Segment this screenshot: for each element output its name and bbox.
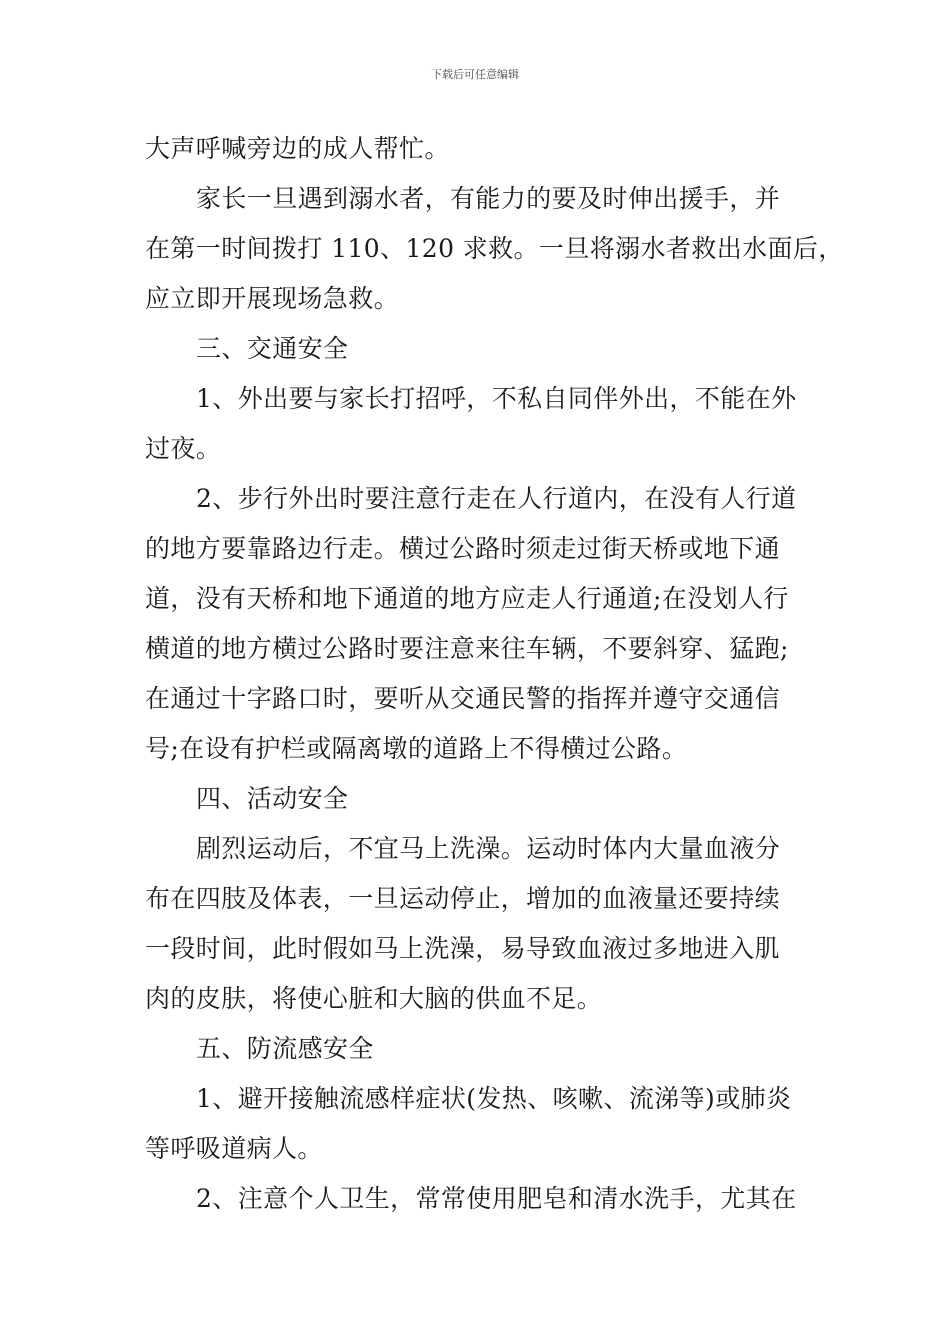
text-line-21: 等呼吸道病人。 bbox=[145, 1134, 323, 1163]
text-line-3: 在第一时间拨打 110、120 求救。一旦将溺水者救出水面后， bbox=[145, 234, 844, 263]
text-line-20: 1、避开接触流感样症状(发热、咳嗽、流涕等)或肺炎 bbox=[196, 1084, 792, 1113]
text-line-22: 2、注意个人卫生，常常使用肥皂和清水洗手，尤其在 bbox=[196, 1184, 797, 1213]
text-line-10: 道，没有天桥和地下通道的地方应走人行通道;在没划人行 bbox=[145, 584, 789, 613]
text-line-16: 布在四肢及体表，一旦运动停止，增加的血液量还要持续 bbox=[145, 884, 781, 913]
text-line-18: 肉的皮肤，将使心脏和大脑的供血不足。 bbox=[145, 984, 603, 1013]
text-line-4: 应立即开展现场急救。 bbox=[145, 284, 400, 313]
text-line-7: 过夜。 bbox=[145, 434, 222, 463]
section-heading-flu: 五、防流感安全 bbox=[196, 1034, 374, 1063]
section-heading-activity: 四、活动安全 bbox=[196, 784, 349, 813]
text-line-15: 剧烈运动后，不宜马上洗澡。运动时体内大量血液分 bbox=[196, 834, 781, 863]
text-line-2: 家长一旦遇到溺水者，有能力的要及时伸出援手，并 bbox=[196, 184, 781, 213]
text-line-6: 1、外出要与家长打招呼，不私自同伴外出，不能在外 bbox=[196, 384, 797, 413]
text-line-9: 的地方要靠路边行走。横过公路时须走过街天桥或地下通 bbox=[145, 534, 781, 563]
text-line-8: 2、步行外出时要注意行走在人行道内，在没有人行道 bbox=[196, 484, 797, 513]
text-line-12: 在通过十字路口时，要听从交通民警的指挥并遵守交通信 bbox=[145, 684, 781, 713]
text-line-11: 横道的地方横过公路时要注意来往车辆，不要斜穿、猛跑; bbox=[145, 634, 789, 663]
document-body bbox=[145, 124, 844, 1224]
text-line-13: 号;在设有护栏或隔离墩的道路上不得横过公路。 bbox=[145, 734, 688, 763]
section-heading-traffic: 三、交通安全 bbox=[196, 334, 349, 363]
text-line-1: 大声呼喊旁边的成人帮忙。 bbox=[145, 134, 450, 163]
page-header: 下载后可任意编辑 bbox=[431, 68, 519, 81]
text-line-17: 一段时间，此时假如马上洗澡，易导致血液过多地进入肌 bbox=[145, 934, 781, 963]
